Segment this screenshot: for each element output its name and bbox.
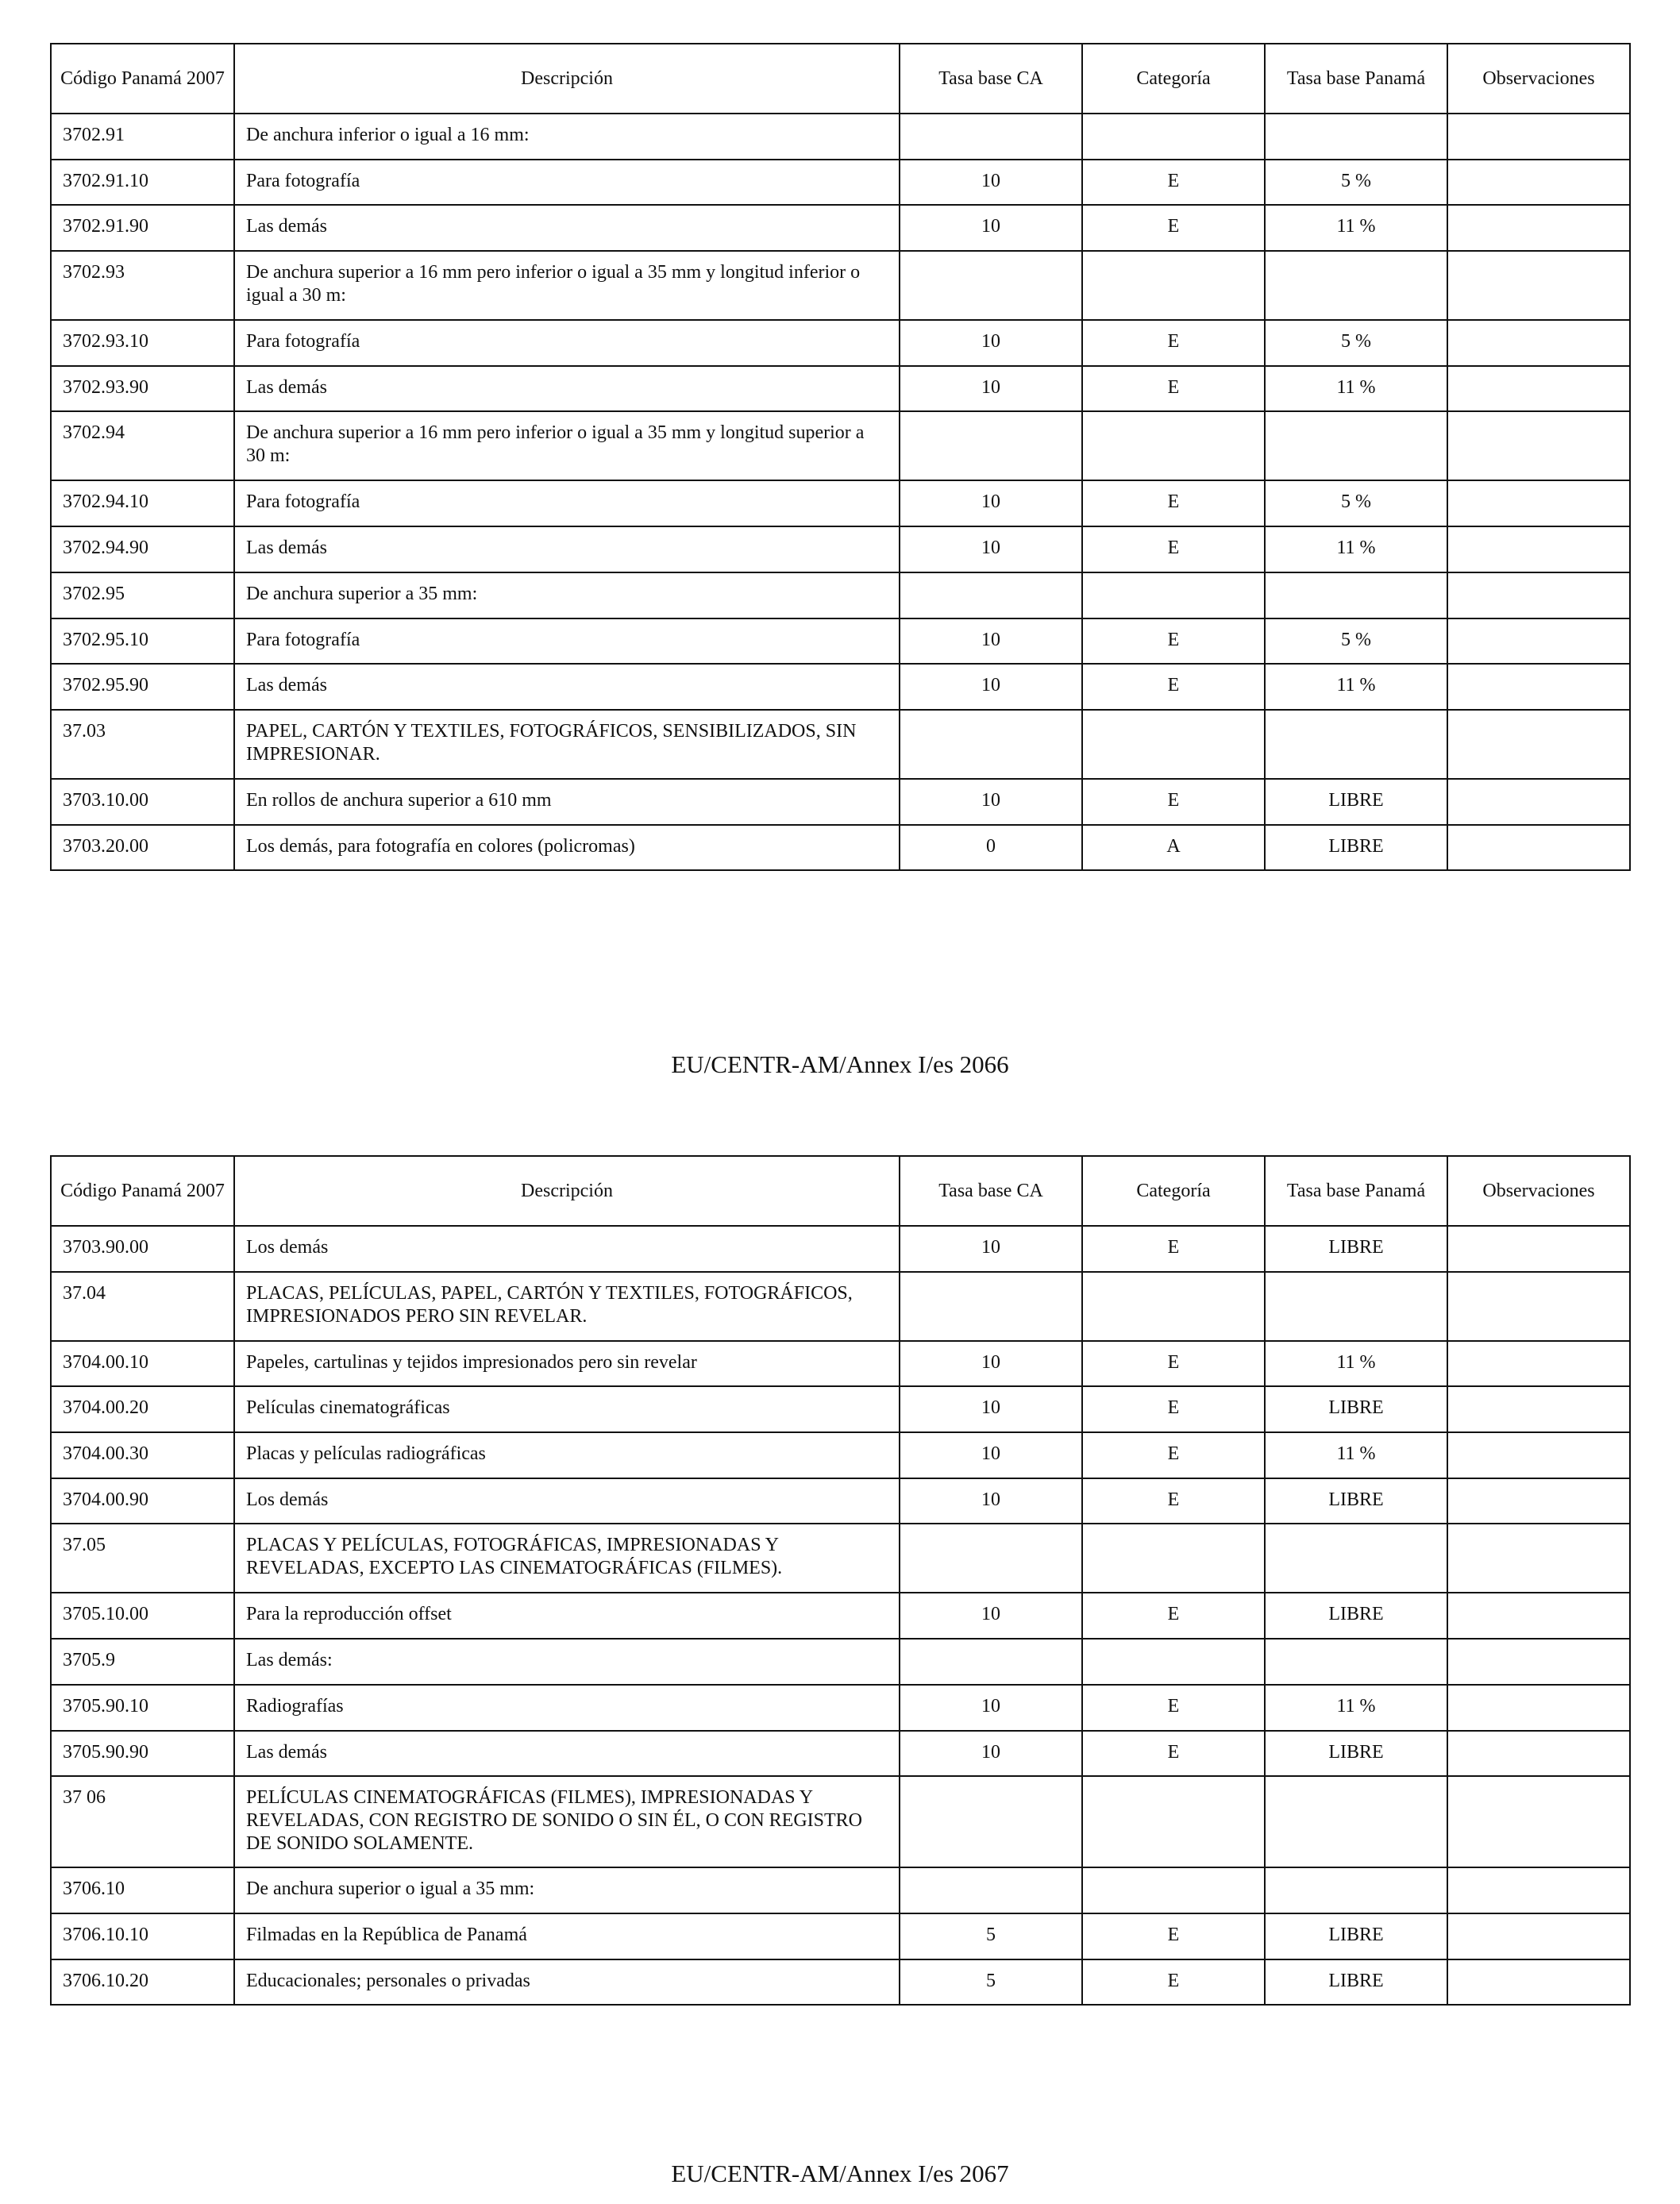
cell-rate-panama: LIBRE	[1265, 779, 1447, 825]
cell-rate-panama: LIBRE	[1265, 825, 1447, 871]
cell-code: 3702.91.90	[51, 205, 234, 251]
cell-code: 3703.10.00	[51, 779, 234, 825]
header-category: Categoría	[1082, 44, 1265, 114]
table-row	[51, 1226, 1630, 1272]
table-row	[51, 1593, 1630, 1639]
cell-code: 3702.95.90	[51, 664, 234, 710]
table-header-row	[51, 1156, 1630, 1226]
table-row	[51, 251, 1630, 320]
cell-rate-panama	[1265, 1776, 1447, 1867]
cell-rate-panama: LIBRE	[1265, 1959, 1447, 2006]
header-rate-panama: Tasa base Panamá	[1265, 44, 1447, 114]
cell-observations	[1447, 205, 1630, 251]
table-row	[51, 1959, 1630, 2006]
table-row	[51, 1776, 1630, 1867]
header-rate-ca: Tasa base CA	[900, 1156, 1082, 1226]
cell-category: E	[1082, 366, 1265, 412]
table-row	[51, 1478, 1630, 1524]
cell-code: 3704.00.10	[51, 1341, 234, 1387]
cell-category: E	[1082, 664, 1265, 710]
cell-description: Los demás, para fotografía en colores (policromas)	[234, 825, 900, 871]
table-row	[51, 160, 1630, 206]
header-description: Descripción	[234, 1156, 900, 1226]
cell-code: 3702.94	[51, 411, 234, 480]
table-row	[51, 411, 1630, 480]
cell-rate-ca	[900, 411, 1082, 480]
cell-rate-panama: LIBRE	[1265, 1731, 1447, 1777]
cell-category	[1082, 710, 1265, 779]
cell-code: 3704.00.20	[51, 1386, 234, 1432]
cell-rate-panama: 11 %	[1265, 1432, 1447, 1478]
cell-observations	[1447, 1867, 1630, 1913]
cell-description: De anchura superior a 16 mm pero inferior o igual a 35 mm y longitud inferior o igual a 30 m:	[234, 251, 900, 320]
cell-code: 3703.20.00	[51, 825, 234, 871]
cell-category	[1082, 1524, 1265, 1593]
cell-observations	[1447, 664, 1630, 710]
table-row	[51, 779, 1630, 825]
cell-observations	[1447, 1639, 1630, 1685]
cell-rate-panama	[1265, 710, 1447, 779]
cell-rate-ca	[900, 1776, 1082, 1867]
table-row	[51, 710, 1630, 779]
cell-category: E	[1082, 1341, 1265, 1387]
cell-code: 3702.91.10	[51, 160, 234, 206]
cell-code: 3705.10.00	[51, 1593, 234, 1639]
table-row	[51, 114, 1630, 160]
cell-category: E	[1082, 1959, 1265, 2006]
table-row	[51, 1432, 1630, 1478]
cell-rate-panama: 11 %	[1265, 526, 1447, 572]
table-row	[51, 1341, 1630, 1387]
cell-rate-panama	[1265, 572, 1447, 618]
cell-code: 3702.93	[51, 251, 234, 320]
cell-observations	[1447, 114, 1630, 160]
cell-rate-panama: 5 %	[1265, 480, 1447, 526]
cell-rate-ca: 10	[900, 320, 1082, 366]
cell-code: 3706.10.10	[51, 1913, 234, 1959]
cell-description: Para fotografía	[234, 480, 900, 526]
cell-rate-ca: 10	[900, 366, 1082, 412]
cell-rate-panama	[1265, 251, 1447, 320]
cell-rate-panama	[1265, 114, 1447, 160]
cell-rate-panama: 5 %	[1265, 618, 1447, 665]
cell-description: Películas cinematográficas	[234, 1386, 900, 1432]
cell-description: Los demás	[234, 1226, 900, 1272]
cell-description: Las demás	[234, 366, 900, 412]
cell-category: E	[1082, 1593, 1265, 1639]
cell-observations	[1447, 1341, 1630, 1387]
cell-rate-panama: 11 %	[1265, 205, 1447, 251]
cell-rate-panama: 11 %	[1265, 664, 1447, 710]
cell-rate-ca: 10	[900, 205, 1082, 251]
cell-rate-ca: 10	[900, 1685, 1082, 1731]
cell-category	[1082, 1272, 1265, 1341]
table-row	[51, 1386, 1630, 1432]
cell-code: 3702.94.90	[51, 526, 234, 572]
cell-code: 3702.94.10	[51, 480, 234, 526]
cell-observations	[1447, 320, 1630, 366]
cell-rate-ca: 10	[900, 779, 1082, 825]
cell-rate-panama: LIBRE	[1265, 1226, 1447, 1272]
cell-code: 3705.9	[51, 1639, 234, 1685]
cell-rate-panama: 5 %	[1265, 160, 1447, 206]
cell-rate-ca: 10	[900, 1341, 1082, 1387]
page-footer: EU/CENTR-AM/Annex I/es 2066	[671, 1050, 1009, 1078]
cell-observations	[1447, 710, 1630, 779]
cell-rate-panama: LIBRE	[1265, 1386, 1447, 1432]
cell-description: De anchura inferior o igual a 16 mm:	[234, 114, 900, 160]
cell-rate-ca	[900, 1272, 1082, 1341]
cell-rate-ca: 10	[900, 618, 1082, 665]
cell-code: 3706.10	[51, 1867, 234, 1913]
cell-description: Los demás	[234, 1478, 900, 1524]
cell-rate-panama	[1265, 1524, 1447, 1593]
cell-observations	[1447, 1478, 1630, 1524]
header-observations: Observaciones	[1447, 1156, 1630, 1226]
cell-code: 3702.91	[51, 114, 234, 160]
cell-observations	[1447, 1226, 1630, 1272]
cell-observations	[1447, 618, 1630, 665]
cell-rate-ca: 5	[900, 1913, 1082, 1959]
cell-category: E	[1082, 618, 1265, 665]
cell-rate-ca: 10	[900, 664, 1082, 710]
cell-category: A	[1082, 825, 1265, 871]
cell-code: 3706.10.20	[51, 1959, 234, 2006]
tariff-table	[50, 1155, 1631, 2006]
cell-category: E	[1082, 1913, 1265, 1959]
cell-rate-ca	[900, 1639, 1082, 1685]
cell-rate-ca: 10	[900, 526, 1082, 572]
table-row	[51, 1524, 1630, 1593]
header-description: Descripción	[234, 44, 900, 114]
cell-rate-panama	[1265, 1867, 1447, 1913]
cell-observations	[1447, 825, 1630, 871]
cell-category	[1082, 1867, 1265, 1913]
cell-description: De anchura superior a 16 mm pero inferior o igual a 35 mm y longitud superior a 30 m:	[234, 411, 900, 480]
cell-description: Las demás	[234, 664, 900, 710]
cell-description: De anchura superior o igual a 35 mm:	[234, 1867, 900, 1913]
table-row	[51, 480, 1630, 526]
cell-description: Papeles, cartulinas y tejidos impresionados pero sin revelar	[234, 1341, 900, 1387]
table-row	[51, 320, 1630, 366]
cell-rate-ca: 0	[900, 825, 1082, 871]
table-row	[51, 618, 1630, 665]
cell-description: Educacionales; personales o privadas	[234, 1959, 900, 2006]
cell-rate-ca	[900, 572, 1082, 618]
cell-code: 3704.00.30	[51, 1432, 234, 1478]
cell-rate-ca: 10	[900, 160, 1082, 206]
cell-description: Radiografías	[234, 1685, 900, 1731]
cell-observations	[1447, 160, 1630, 206]
cell-observations	[1447, 1593, 1630, 1639]
tariff-table	[50, 43, 1631, 871]
cell-description: PLACAS Y PELÍCULAS, FOTOGRÁFICAS, IMPRESIONADAS Y REVELADAS, EXCEPTO LAS CINEMATOGRÁFICAS (FILMES).	[234, 1524, 900, 1593]
cell-code: 3702.93.10	[51, 320, 234, 366]
table-row	[51, 1867, 1630, 1913]
cell-rate-ca: 10	[900, 1478, 1082, 1524]
cell-rate-ca: 10	[900, 1386, 1082, 1432]
table-row	[51, 1913, 1630, 1959]
table-row	[51, 1639, 1630, 1685]
cell-category	[1082, 251, 1265, 320]
cell-code: 3704.00.90	[51, 1478, 234, 1524]
header-code: Código Panamá 2007	[51, 1156, 234, 1226]
cell-rate-panama: LIBRE	[1265, 1913, 1447, 1959]
cell-code: 3702.95.10	[51, 618, 234, 665]
cell-category: E	[1082, 1386, 1265, 1432]
cell-category: E	[1082, 1731, 1265, 1777]
cell-description: De anchura superior a 35 mm:	[234, 572, 900, 618]
cell-description: En rollos de anchura superior a 610 mm	[234, 779, 900, 825]
cell-category: E	[1082, 1432, 1265, 1478]
cell-rate-panama: 5 %	[1265, 320, 1447, 366]
table-row	[51, 572, 1630, 618]
cell-rate-ca: 10	[900, 480, 1082, 526]
cell-rate-ca: 10	[900, 1226, 1082, 1272]
cell-description: Para fotografía	[234, 320, 900, 366]
cell-rate-panama: LIBRE	[1265, 1593, 1447, 1639]
cell-observations	[1447, 572, 1630, 618]
cell-description: Filmadas en la República de Panamá	[234, 1913, 900, 1959]
cell-rate-ca: 10	[900, 1593, 1082, 1639]
cell-code: 3702.93.90	[51, 366, 234, 412]
cell-rate-panama	[1265, 1272, 1447, 1341]
cell-description: Para fotografía	[234, 160, 900, 206]
table-row	[51, 526, 1630, 572]
cell-category: E	[1082, 480, 1265, 526]
cell-code: 3705.90.90	[51, 1731, 234, 1777]
cell-observations	[1447, 526, 1630, 572]
table-row	[51, 1685, 1630, 1731]
cell-description: PELÍCULAS CINEMATOGRÁFICAS (FILMES), IMPRESIONADAS Y REVELADAS, CON REGISTRO DE SONIDO O SIN ÉL, O CON REGISTRO DE SONIDO SOLAMENTE.	[234, 1776, 900, 1867]
cell-observations	[1447, 366, 1630, 412]
cell-description: Las demás	[234, 205, 900, 251]
cell-category: E	[1082, 1226, 1265, 1272]
header-observations: Observaciones	[1447, 44, 1630, 114]
table-row	[51, 664, 1630, 710]
cell-code: 3702.95	[51, 572, 234, 618]
cell-code: 37.05	[51, 1524, 234, 1593]
table-row	[51, 366, 1630, 412]
cell-rate-panama: 11 %	[1265, 1685, 1447, 1731]
header-rate-ca: Tasa base CA	[900, 44, 1082, 114]
cell-observations	[1447, 251, 1630, 320]
cell-observations	[1447, 1386, 1630, 1432]
cell-description: PAPEL, CARTÓN Y TEXTILES, FOTOGRÁFICOS, SENSIBILIZADOS, SIN IMPRESIONAR.	[234, 710, 900, 779]
cell-rate-panama: 11 %	[1265, 366, 1447, 412]
cell-rate-ca	[900, 251, 1082, 320]
cell-category: E	[1082, 779, 1265, 825]
cell-code: 37.03	[51, 710, 234, 779]
cell-description: Placas y películas radiográficas	[234, 1432, 900, 1478]
cell-category: E	[1082, 320, 1265, 366]
cell-rate-ca: 10	[900, 1731, 1082, 1777]
cell-observations	[1447, 411, 1630, 480]
table-header-row	[51, 44, 1630, 114]
cell-category: E	[1082, 205, 1265, 251]
cell-description: Las demás	[234, 1731, 900, 1777]
cell-category	[1082, 114, 1265, 160]
cell-observations	[1447, 779, 1630, 825]
cell-category	[1082, 572, 1265, 618]
cell-code: 37 06	[51, 1776, 234, 1867]
cell-category: E	[1082, 160, 1265, 206]
header-rate-panama: Tasa base Panamá	[1265, 1156, 1447, 1226]
cell-description: PLACAS, PELÍCULAS, PAPEL, CARTÓN Y TEXTILES, FOTOGRÁFICOS, IMPRESIONADOS PERO SIN REVELAR.	[234, 1272, 900, 1341]
cell-category: E	[1082, 526, 1265, 572]
cell-code: 3705.90.10	[51, 1685, 234, 1731]
cell-category: E	[1082, 1685, 1265, 1731]
cell-rate-ca: 5	[900, 1959, 1082, 2006]
cell-description: Las demás	[234, 526, 900, 572]
cell-rate-panama: LIBRE	[1265, 1478, 1447, 1524]
table-row	[51, 1731, 1630, 1777]
header-category: Categoría	[1082, 1156, 1265, 1226]
page-footer: EU/CENTR-AM/Annex I/es 2067	[671, 2160, 1009, 2187]
cell-description: Las demás:	[234, 1639, 900, 1685]
table-row	[51, 825, 1630, 871]
cell-rate-panama	[1265, 1639, 1447, 1685]
cell-observations	[1447, 1524, 1630, 1593]
cell-rate-ca: 10	[900, 1432, 1082, 1478]
cell-rate-panama	[1265, 411, 1447, 480]
cell-observations	[1447, 1731, 1630, 1777]
cell-description: Para fotografía	[234, 618, 900, 665]
cell-observations	[1447, 1685, 1630, 1731]
cell-rate-ca	[900, 1524, 1082, 1593]
cell-rate-ca	[900, 710, 1082, 779]
table-row	[51, 1272, 1630, 1341]
cell-description: Para la reproducción offset	[234, 1593, 900, 1639]
table-row	[51, 205, 1630, 251]
cell-observations	[1447, 1959, 1630, 2006]
header-code: Código Panamá 2007	[51, 44, 234, 114]
cell-rate-panama: 11 %	[1265, 1341, 1447, 1387]
cell-category	[1082, 411, 1265, 480]
cell-rate-ca	[900, 114, 1082, 160]
cell-observations	[1447, 1776, 1630, 1867]
cell-rate-ca	[900, 1867, 1082, 1913]
cell-observations	[1447, 1432, 1630, 1478]
cell-observations	[1447, 1272, 1630, 1341]
cell-observations	[1447, 480, 1630, 526]
cell-category: E	[1082, 1478, 1265, 1524]
cell-code: 3703.90.00	[51, 1226, 234, 1272]
cell-category	[1082, 1639, 1265, 1685]
cell-observations	[1447, 1913, 1630, 1959]
cell-code: 37.04	[51, 1272, 234, 1341]
cell-category	[1082, 1776, 1265, 1867]
